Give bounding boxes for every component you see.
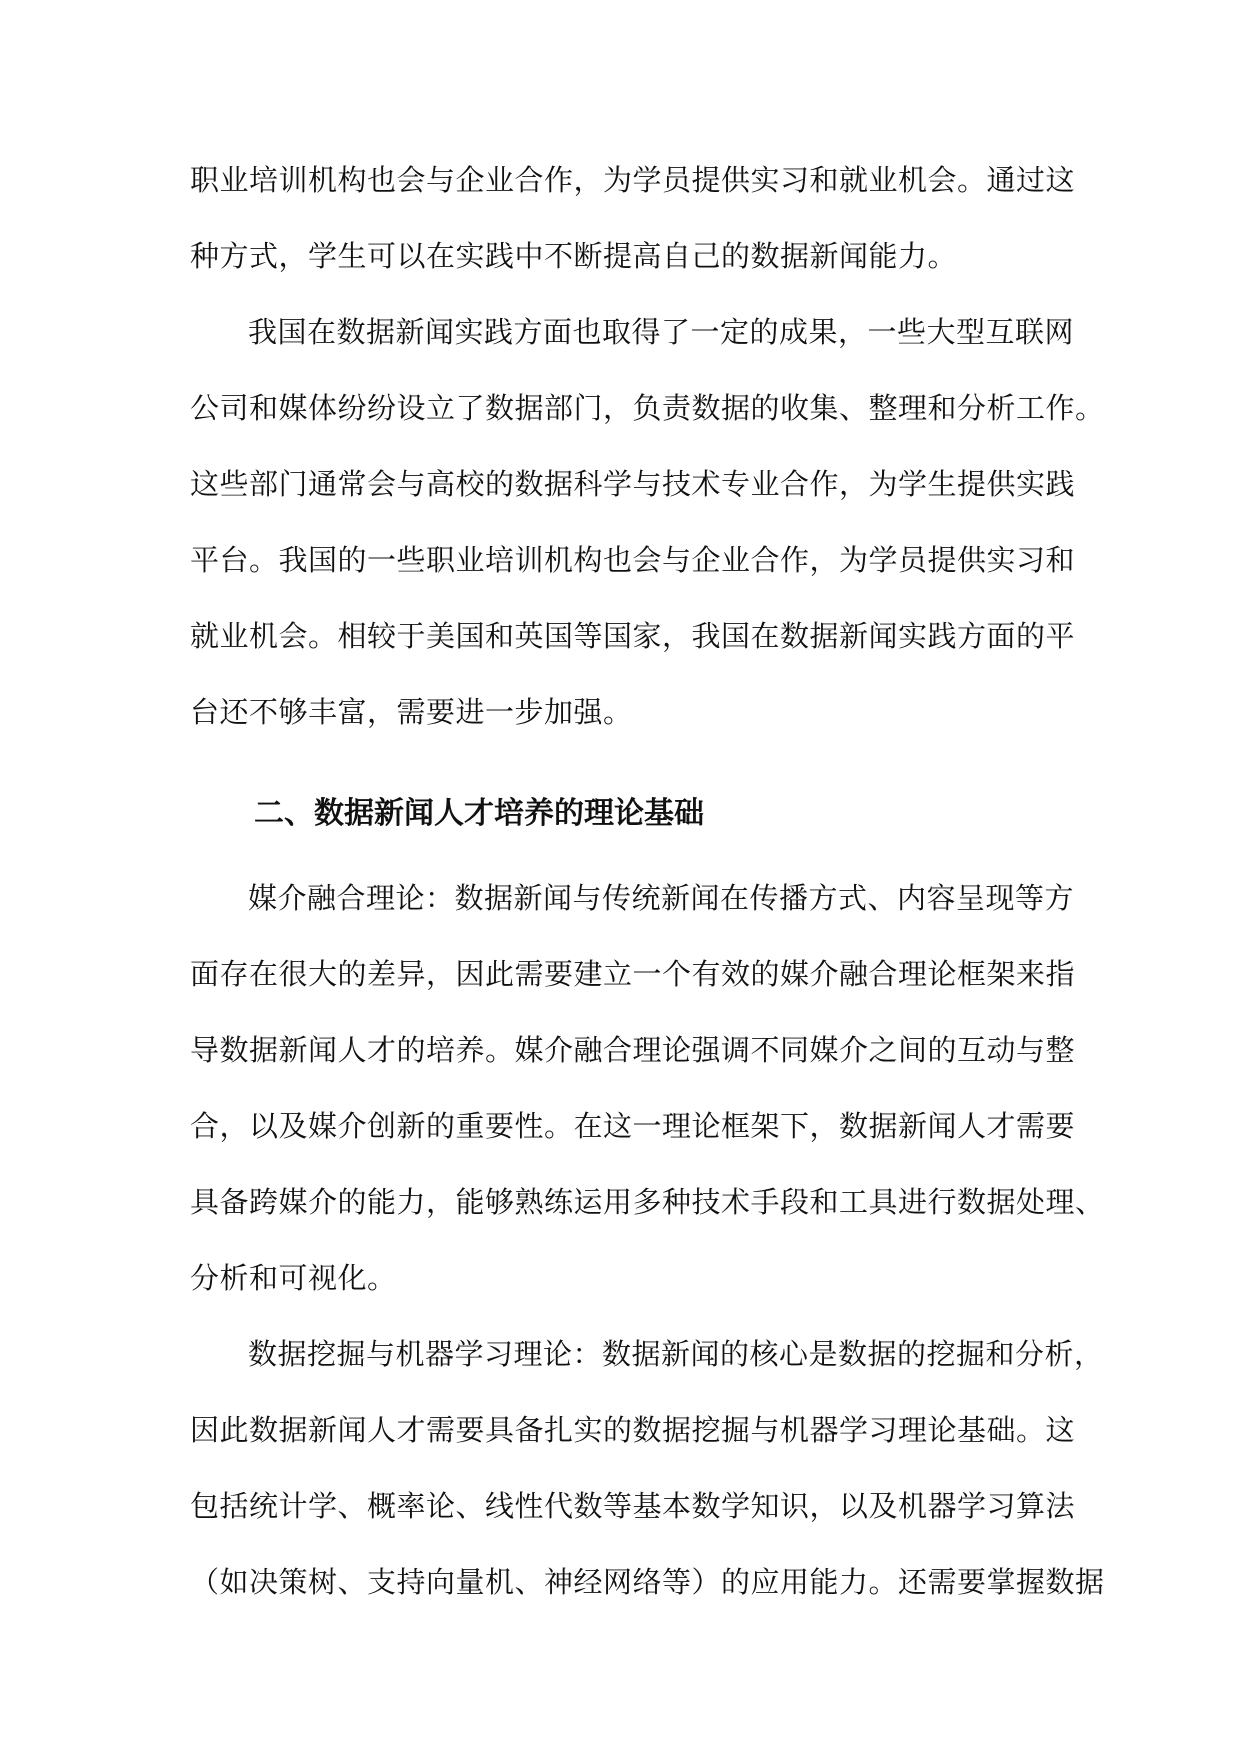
text-line: 合，以及媒介创新的重要性。在这一理论框架下，数据新闻人才需要 [190,1109,1076,1143]
text-line: 面存在很大的差异，因此需要建立一个有效的媒介融合理论框架来指 [190,957,1076,991]
text-line: 因此数据新闻人才需要具备扎实的数据挖掘与机器学习理论基础。这 [190,1413,1076,1447]
text-line: 媒介融合理论：数据新闻与传统新闻在传播方式、内容呈现等方 [248,881,1075,915]
text-line: 就业机会。相较于美国和英国等国家，我国在数据新闻实践方面的平 [190,619,1076,653]
text-line: （如决策树、支持向量机、神经网络等）的应用能力。还需要掌握数据 [190,1565,1105,1599]
section-heading: 二、数据新闻人才培养的理论基础 [254,796,704,831]
text-line: 平台。我国的一些职业培训机构也会与企业合作，为学员提供实习和 [190,543,1076,577]
paragraph-2 [190,294,1105,750]
document-body [190,142,1105,1620]
text-line: 台还不够丰富，需要进一步加强。 [190,695,633,729]
text-line: 职业培训机构也会与企业合作，为学员提供实习和就业机会。通过这 [190,163,1076,197]
paragraph-4 [190,1316,1105,1620]
text-line: 这些部门通常会与高校的数据科学与技术专业合作，为学生提供实践 [190,467,1076,501]
text-line: 分析和可视化。 [190,1261,397,1295]
text-line: 数据挖掘与机器学习理论：数据新闻的核心是数据的挖掘和分析， [248,1337,1104,1371]
text-line: 我国在数据新闻实践方面也取得了一定的成果，一些大型互联网 [248,315,1075,349]
text-line: 包括统计学、概率论、线性代数等基本数学知识，以及机器学习算法 [190,1489,1076,1523]
text-line: 种方式，学生可以在实践中不断提高自己的数据新闻能力。 [190,239,958,273]
paragraph-1 [190,142,1076,294]
text-line: 公司和媒体纷纷设立了数据部门，负责数据的收集、整理和分析工作。 [190,391,1105,425]
text-line: 导数据新闻人才的培养。媒介融合理论强调不同媒介之间的互动与整 [190,1033,1076,1067]
paragraph-3 [190,860,1105,1316]
text-line: 具备跨媒介的能力，能够熟练运用多种技术手段和工具进行数据处理、 [190,1185,1105,1219]
